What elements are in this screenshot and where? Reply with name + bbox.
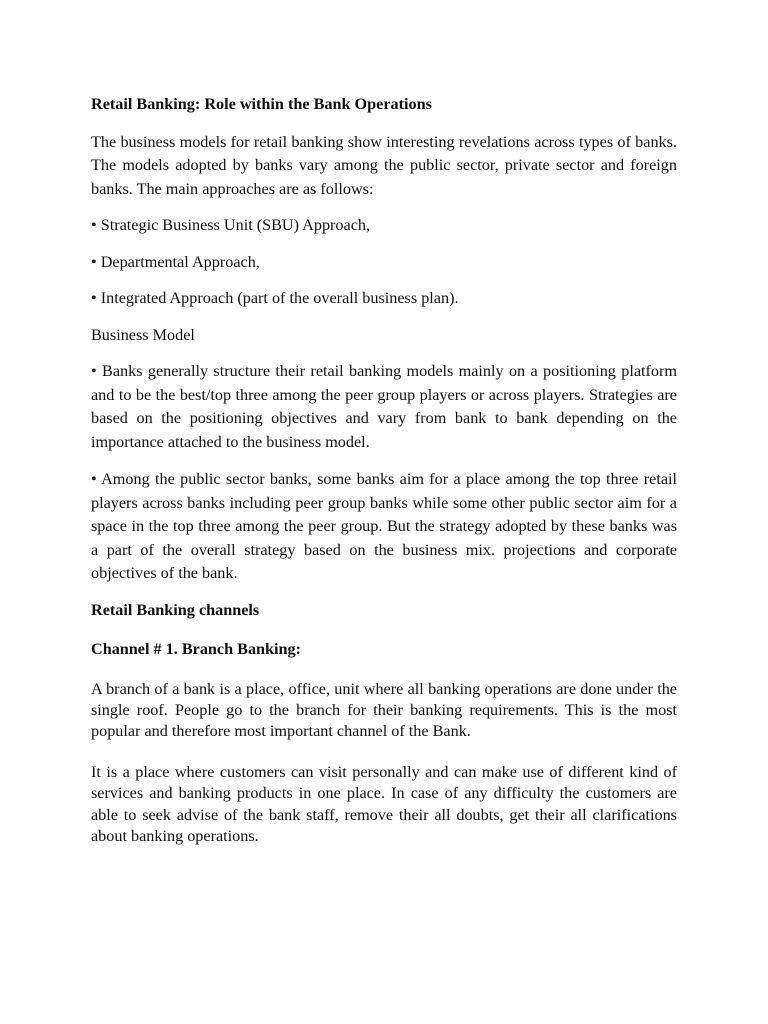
approach-item: • Integrated Approach (part of the overall business plan). [91,289,459,307]
channels-heading: Retail Banking channels [91,600,260,619]
business-model-heading: Business Model [91,325,195,344]
document-body [91,93,677,847]
intro-paragraph: The business models for retail banking show interesting revelations across types of banks. The models adopted by banks vary among the public sector, private sector and foreign banks. The main approaches are as follows: [91,132,677,198]
channel-1-paragraph: It is a place where customers can visit personally and can make use of different kind of services and banking products in one place. In case of any difficulty the customers are able to seek advise of the bank staff, remove their all doubts, get their all clarifications about banking operations. [91,763,677,845]
channel-1-paragraph: A branch of a bank is a place, office, unit where all banking operations are done under the single roof. People go to the branch for their banking requirements. This is the most popular and therefore most important channel of the Bank. [91,679,677,740]
approach-item: • Strategic Business Unit (SBU) Approach, [91,216,371,234]
business-model-point: • Among the public sector banks, some banks aim for a place among the top three retail players across banks including peer group banks while some other public sector aim for a space in the top three among the peer group. But the strategy adopted by these banks was a part of the overall strategy based on the business mix. projections and corporate objectives of the bank. [91,470,677,582]
channel-1-heading: Channel # 1. Branch Banking: [91,640,302,658]
document-title: Retail Banking: Role within the Bank Operations [91,95,432,113]
approach-item: • Departmental Approach, [91,252,260,271]
business-model-point: • Banks generally structure their retail banking models mainly on a positioning platform and to be the best/top three among the peer group players or across players. Strategies are based on the positioning objectives and vary from bank to bank depending on the importance attached to the business model. [91,362,677,451]
